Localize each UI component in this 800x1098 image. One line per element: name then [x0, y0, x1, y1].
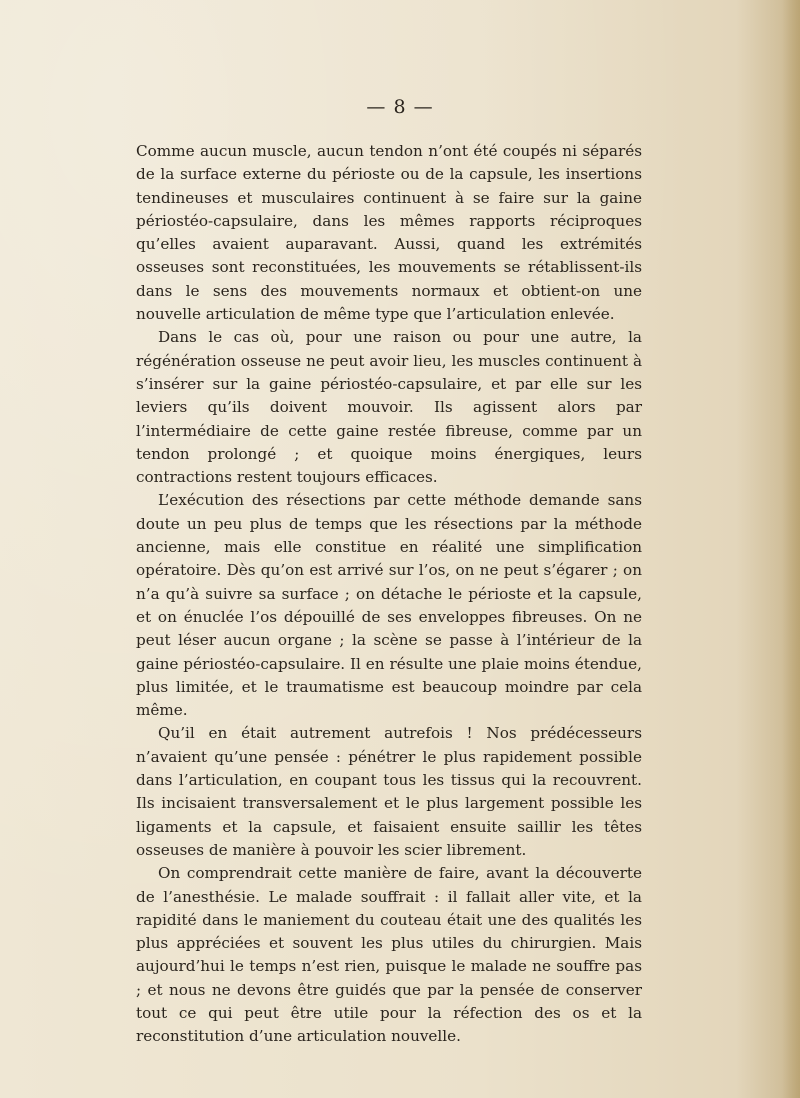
paragraph: On comprendrait cette manière de faire, avant la découverte de l’anesthésie. Le malade souffrait : il fallait aller vite, et la rapidité dans le maniement du couteau était une des qualités les plus appréciées et souvent les plus utiles du chirurgien. Mais aujourd’hui le temps n’est rien, puisque le malade ne souffre pas ; et nous ne devons être guidés que par la pensée de conserver tout ce qui peut être utile pour la réfection des os et la reconstitution d’une articulation nouvelle. [136, 864, 642, 1046]
page-number: — 8 — [366, 96, 434, 118]
paragraph: L’exécution des résections par cette méthode demande sans doute un peu plus de temps que les résections par la méthode ancienne, mais elle constitue en réalité une simplification opératoire. Dès qu’on est arrivé sur l’os, on ne peut s’égarer ; on n’a qu’à suivre sa surface ; on détache le périoste et la capsule, et on énuclée l’os dépouillé de ses enveloppes fibreuses. On ne peut léser aucun organe ; la scène se passe à l’intérieur de la gaine périostéo-capsulaire. Il en résulte une plaie moins étendue, plus limitée, et le traumatisme est beaucoup moindre par cela même. [136, 491, 642, 720]
paragraph: Qu’il en était autrement autrefois ! Nos prédécesseurs n’avaient qu’une pensée : pénétrer le plus rapidement possible dans l’articulation, en coupant tous les tissus qui la recouvrent. Ils incisaient transversalement et le plus largement possible les ligaments et la capsule, et faisaient ensuite saillir les têtes osseuses de manière à pouvoir les scier librement. [136, 724, 642, 859]
paragraph: Comme aucun muscle, aucun tendon n’ont été coupés ni séparés de la surface externe du périoste ou de la capsule, les insertions tendineuses et musculaires continuent à se faire sur la gaine périostéo-capsulaire, dans les mêmes rapports réciproques qu’elles avaient auparavant. Aussi, quand les extrémités osseuses sont reconstituées, les mouvements se rétablissent-ils dans le sens des mouvements normaux et obtient-on une nouvelle articulation de même type que l’articulation enlevée. [136, 142, 642, 324]
body-text [136, 140, 642, 1049]
paragraph: Dans le cas où, pour une raison ou pour une autre, la régénération osseuse ne peut avoir lieu, les muscles continuent à s’insérer sur la gaine périostéo-capsulaire, et par elle sur les leviers qu’ils doivent mouvoir. Ils agissent alors par l’intermédiaire de cette gaine restée fibreuse, comme par un tendon prolongé ; et quoique moins énergiques, leurs contractions restent toujours efficaces. [136, 328, 642, 487]
